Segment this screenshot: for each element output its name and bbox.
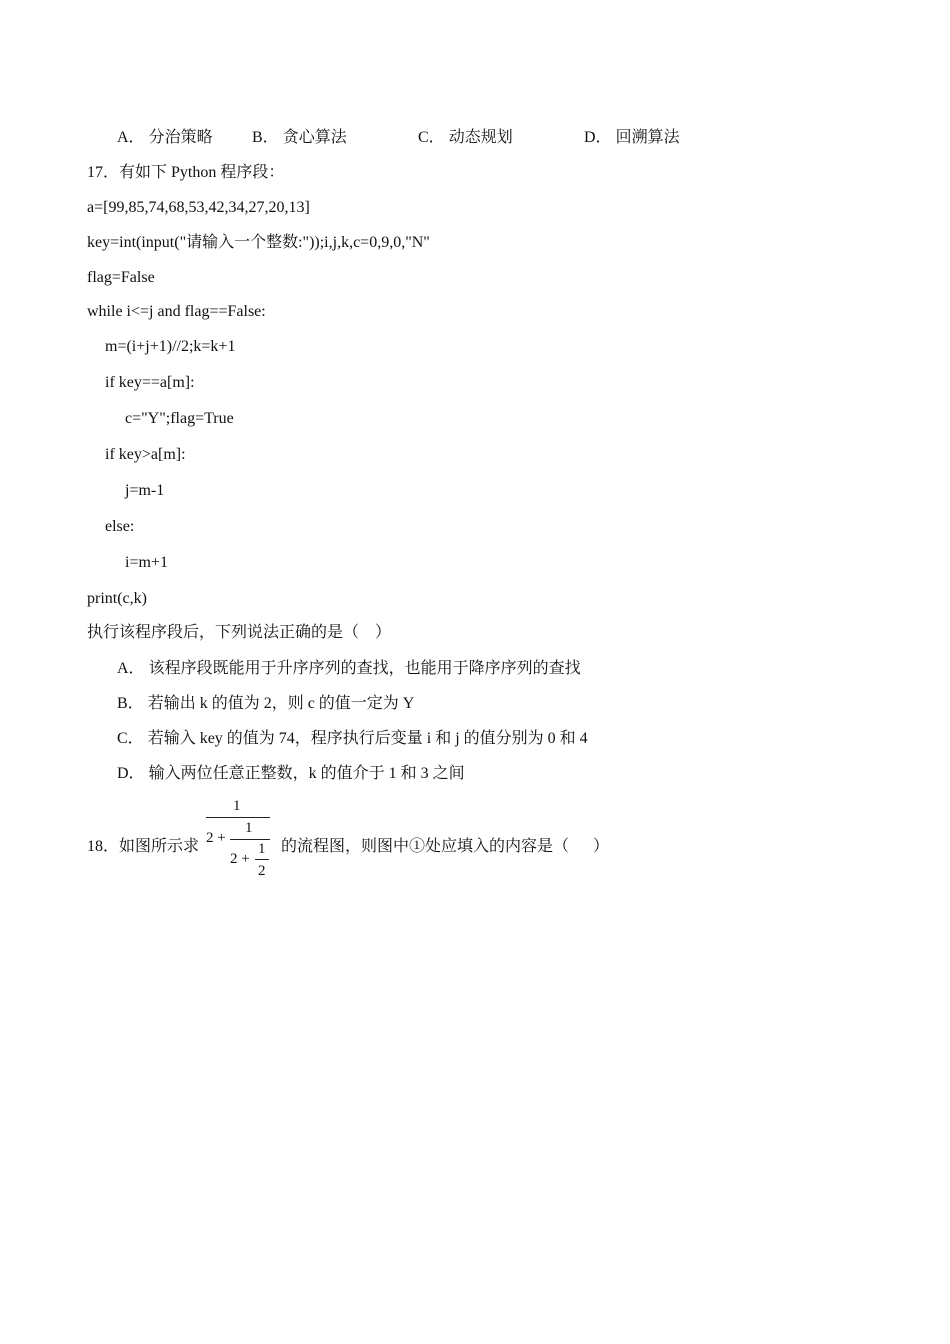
fraction-whole-1: 2 + bbox=[206, 830, 226, 846]
q16-option-c bbox=[418, 128, 513, 148]
q17-option-c bbox=[117, 729, 588, 749]
option-text: 贪心算法 bbox=[282, 129, 347, 146]
option-text: 若输入 key 的值为 74，程序执行后变量 i 和 j 的值分别为 0 和 4 bbox=[147, 730, 588, 747]
q18-prefix: 18．如图所示求 bbox=[87, 838, 200, 855]
option-letter: A． bbox=[117, 129, 145, 146]
option-letter: A． bbox=[117, 660, 145, 677]
option-letter: C． bbox=[117, 730, 144, 747]
code-line: flag=False bbox=[87, 269, 155, 286]
code-line: if key==a[m]: bbox=[105, 374, 195, 391]
code-line: print(c,k) bbox=[87, 590, 147, 607]
option-text: 若输出 k 的值为 2，则 c 的值一定为 Y bbox=[147, 695, 415, 712]
q17-stem: 17．有如下 Python 程序段： bbox=[87, 164, 285, 181]
code-line: i=m+1 bbox=[125, 554, 168, 571]
option-letter: D． bbox=[584, 129, 612, 146]
option-letter: B． bbox=[117, 695, 144, 712]
q16-option-b bbox=[252, 128, 347, 148]
code-line: c="Y";flag=True bbox=[125, 410, 234, 427]
continued-fraction bbox=[203, 796, 275, 884]
option-text: 动态规划 bbox=[448, 129, 513, 146]
option-letter: D． bbox=[117, 765, 145, 782]
q17-option-d bbox=[117, 764, 465, 784]
fraction-whole-2: 2 + bbox=[230, 851, 250, 867]
option-text: 分治策略 bbox=[148, 129, 213, 146]
q17-option-b bbox=[117, 694, 414, 714]
fraction-bar-inner bbox=[255, 859, 269, 860]
q16-option-a bbox=[117, 128, 213, 148]
code-line: while i<=j and flag==False: bbox=[87, 303, 266, 320]
q17-option-a bbox=[117, 659, 581, 679]
fraction-level3-numerator: 1 bbox=[258, 841, 266, 857]
code-line: j=m-1 bbox=[125, 482, 165, 499]
fraction-top-numerator: 1 bbox=[233, 798, 241, 814]
code-line: m=(i+j+1)//2;k=k+1 bbox=[105, 338, 236, 355]
option-letter: C． bbox=[418, 129, 445, 146]
option-letter: B． bbox=[252, 129, 279, 146]
q16-option-d bbox=[584, 128, 680, 148]
q17-question: 执行该程序段后，下列说法正确的是（ ） bbox=[87, 624, 392, 641]
code-line: if key>a[m]: bbox=[105, 446, 186, 463]
fraction-level2-numerator: 1 bbox=[245, 820, 253, 836]
code-line: key=int(input("请输入一个整数:"));i,j,k,c=0,9,0,"N" bbox=[87, 234, 430, 251]
code-line: a=[99,85,74,68,53,42,34,27,20,13] bbox=[87, 199, 310, 216]
option-text: 回溯算法 bbox=[615, 129, 680, 146]
option-text: 该程序段既能用于升序序列的查找，也能用于降序序列的查找 bbox=[148, 660, 581, 677]
code-line: else: bbox=[105, 518, 135, 535]
fraction-bar-middle bbox=[230, 839, 270, 840]
fraction-bar-outer bbox=[206, 817, 270, 818]
q18-suffix: 的流程图，则图中①处应填入的内容是（ ） bbox=[281, 838, 610, 855]
option-text: 输入两位任意正整数，k 的值介于 1 和 3 之间 bbox=[148, 765, 465, 782]
fraction-level3-denominator: 2 bbox=[258, 863, 266, 879]
